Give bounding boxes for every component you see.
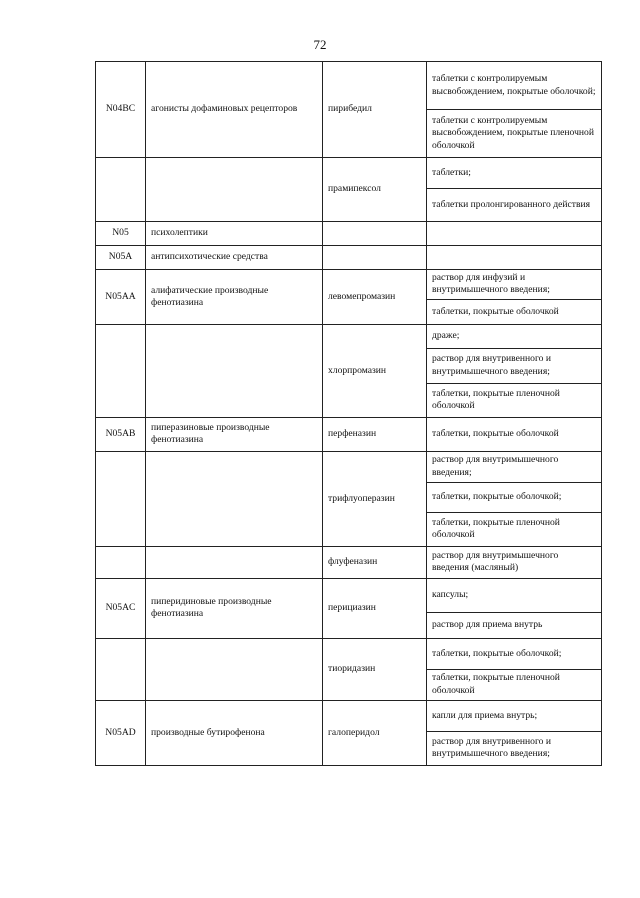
dosage-form-cell: раствор для инфузий и внутримышечного введения; bbox=[427, 270, 602, 300]
table-row bbox=[96, 700, 602, 731]
atc-code-cell bbox=[96, 324, 146, 417]
dosage-form-cell: таблетки, покрытые оболочкой; bbox=[427, 638, 602, 669]
table-row bbox=[96, 451, 602, 482]
page-number: 72 bbox=[313, 37, 327, 52]
atc-code-cell bbox=[96, 451, 146, 546]
dosage-form-cell: драже; bbox=[427, 324, 602, 348]
dosage-form-cell: раствор для приема внутрь bbox=[427, 612, 602, 638]
dosage-form-cell: таблетки с контролируемым высвобождением, покрытые пленочной оболочкой bbox=[427, 110, 602, 158]
atc-code-cell: N05 bbox=[96, 222, 146, 246]
table-row bbox=[96, 246, 602, 270]
atc-code-cell: N04BC bbox=[96, 62, 146, 158]
table-row bbox=[96, 417, 602, 451]
group-name-cell bbox=[146, 324, 323, 417]
dosage-form-cell: раствор для внутримышечного введения; bbox=[427, 451, 602, 482]
dosage-form-cell: раствор для внутримышечного введения (масляный) bbox=[427, 546, 602, 578]
drug-name-cell bbox=[323, 222, 427, 246]
dosage-form-cell: таблетки, покрытые оболочкой bbox=[427, 417, 602, 451]
dosage-form-cell: таблетки, покрытые оболочкой; bbox=[427, 482, 602, 512]
atc-code-cell bbox=[96, 638, 146, 700]
atc-code-cell bbox=[96, 546, 146, 578]
atc-code-cell: N05AD bbox=[96, 700, 146, 765]
dosage-form-cell: таблетки; bbox=[427, 158, 602, 189]
drug-name-cell: флуфеназин bbox=[323, 546, 427, 578]
drug-name-cell: левомепромазин bbox=[323, 270, 427, 325]
drug-name-cell: прамипексол bbox=[323, 158, 427, 222]
dosage-form-cell: таблетки с контролируемым высвобождением, покрытые оболочкой; bbox=[427, 62, 602, 110]
dosage-form-cell: таблетки, покрытые пленочной оболочкой bbox=[427, 383, 602, 417]
dosage-form-cell: капли для приема внутрь; bbox=[427, 700, 602, 731]
drug-table bbox=[95, 61, 602, 766]
dosage-form-cell bbox=[427, 222, 602, 246]
table-row bbox=[96, 158, 602, 189]
dosage-form-cell bbox=[427, 246, 602, 270]
group-name-cell bbox=[146, 451, 323, 546]
atc-code-cell bbox=[96, 158, 146, 222]
dosage-form-cell: таблетки, покрытые оболочкой bbox=[427, 299, 602, 324]
drug-name-cell: перфеназин bbox=[323, 417, 427, 451]
dosage-form-cell: раствор для внутривенного и внутримышечного введения; bbox=[427, 731, 602, 765]
dosage-form-cell: капсулы; bbox=[427, 578, 602, 612]
group-name-cell: пиперидиновые производные фенотиазина bbox=[146, 578, 323, 638]
group-name-cell: производные бутирофенона bbox=[146, 700, 323, 765]
table-row bbox=[96, 222, 602, 246]
group-name-cell bbox=[146, 546, 323, 578]
drug-name-cell: галоперидол bbox=[323, 700, 427, 765]
drug-name-cell: перициазин bbox=[323, 578, 427, 638]
table-row bbox=[96, 324, 602, 348]
group-name-cell: пиперазиновые производные фенотиазина bbox=[146, 417, 323, 451]
drug-name-cell: хлорпромазин bbox=[323, 324, 427, 417]
atc-code-cell: N05AC bbox=[96, 578, 146, 638]
drug-name-cell: пирибедил bbox=[323, 62, 427, 158]
drug-name-cell: трифлуоперазин bbox=[323, 451, 427, 546]
table-row bbox=[96, 638, 602, 669]
drug-name-cell bbox=[323, 246, 427, 270]
atc-code-cell: N05AA bbox=[96, 270, 146, 325]
table-row bbox=[96, 546, 602, 578]
atc-code-cell: N05A bbox=[96, 246, 146, 270]
group-name-cell bbox=[146, 158, 323, 222]
group-name-cell: алифатические производные фенотиазина bbox=[146, 270, 323, 325]
drug-name-cell: тиоридазин bbox=[323, 638, 427, 700]
table-row bbox=[96, 62, 602, 110]
group-name-cell: психолептики bbox=[146, 222, 323, 246]
table-row bbox=[96, 578, 602, 612]
atc-code-cell: N05AB bbox=[96, 417, 146, 451]
dosage-form-cell: таблетки, покрытые пленочной оболочкой bbox=[427, 512, 602, 546]
group-name-cell bbox=[146, 638, 323, 700]
group-name-cell: агонисты дофаминовых рецепторов bbox=[146, 62, 323, 158]
dosage-form-cell: таблетки пролонгированного действия bbox=[427, 189, 602, 222]
dosage-form-cell: таблетки, покрытые пленочной оболочкой bbox=[427, 669, 602, 700]
dosage-form-cell: раствор для внутривенного и внутримышечного введения; bbox=[427, 348, 602, 383]
table-row bbox=[96, 270, 602, 300]
group-name-cell: антипсихотические средства bbox=[146, 246, 323, 270]
